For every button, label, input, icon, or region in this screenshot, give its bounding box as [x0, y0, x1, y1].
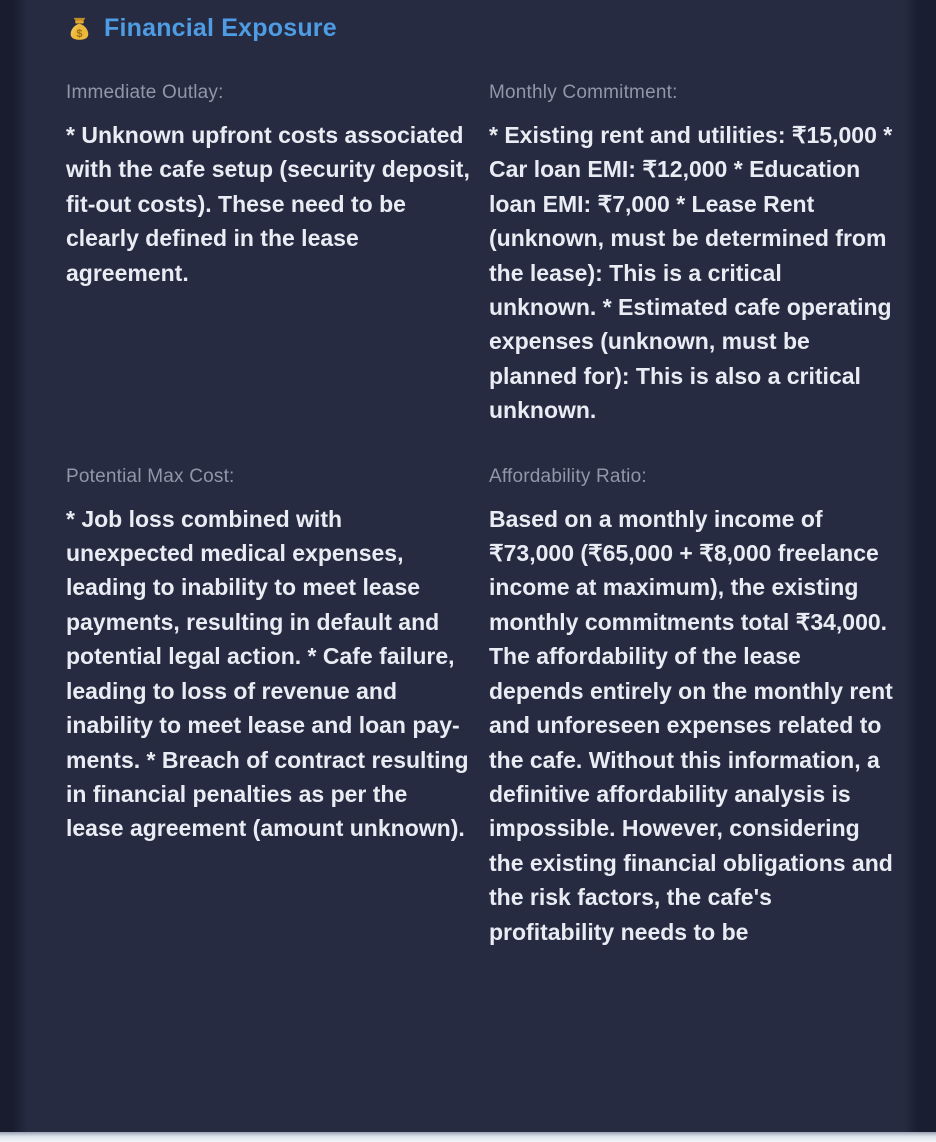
section-body: Based on a monthly income of ₹73,000 (₹65,000 + ₹8,000 freelance income at maximum), the existing monthly commitments total ₹34,000. The affordability of the lease depends entirely on the monthly rent and unforeseen expenses related to the cafe. Without this information, a definitive affordability analysis is impossible. However, considering the existing financial obligations and the risk factors, the cafe's profitability needs to be — [489, 505, 893, 945]
section-affordability-ratio — [489, 466, 893, 949]
svg-text:$: $ — [76, 27, 83, 40]
section-label: Monthly Commitment: — [489, 82, 678, 103]
section-header — [66, 12, 893, 44]
bottom-divider — [0, 1132, 936, 1142]
section-body: * Unknown upfront costs associated with the cafe setup (security deposit, fit-out costs). These need to be clearly defined in the lease agreement. — [66, 122, 470, 286]
panel-content — [66, 12, 893, 949]
section-potential-max-cost — [66, 466, 470, 846]
section-label: Potential Max Cost: — [66, 465, 235, 487]
section-immediate-outlay — [66, 82, 470, 290]
section-label: Immediate Outlay: — [66, 82, 224, 103]
page-title: Financial Exposure — [104, 14, 337, 42]
section-body: * Existing rent and utilities: ₹15,000 * Car loan EMI: ₹12,000 * Education loan EMI: ₹7,000 * Lease Rent (unknown, must be determined from the lease): This is a critical unknown. * Estimated cafe operating expenses (unknown, must be planned for): This is also a critical unknown. — [489, 122, 893, 424]
right-edge-shade — [904, 0, 936, 1132]
section-label: Affordability Ratio: — [489, 465, 647, 487]
exposure-grid — [66, 82, 893, 949]
money-bag-icon — [66, 15, 93, 42]
section-body: * Job loss combined with unexpected medical expenses, leading to inability to meet lease payments, resulting in default and potential legal action. * Cafe failure, leading to loss of revenue and inability to meet lease and loan payments. * Breach of contract resulting in financial penalties as per the lease agreement (amount unknown). — [66, 505, 469, 842]
left-edge-shade — [0, 0, 28, 1132]
section-monthly-commitment — [489, 82, 893, 428]
